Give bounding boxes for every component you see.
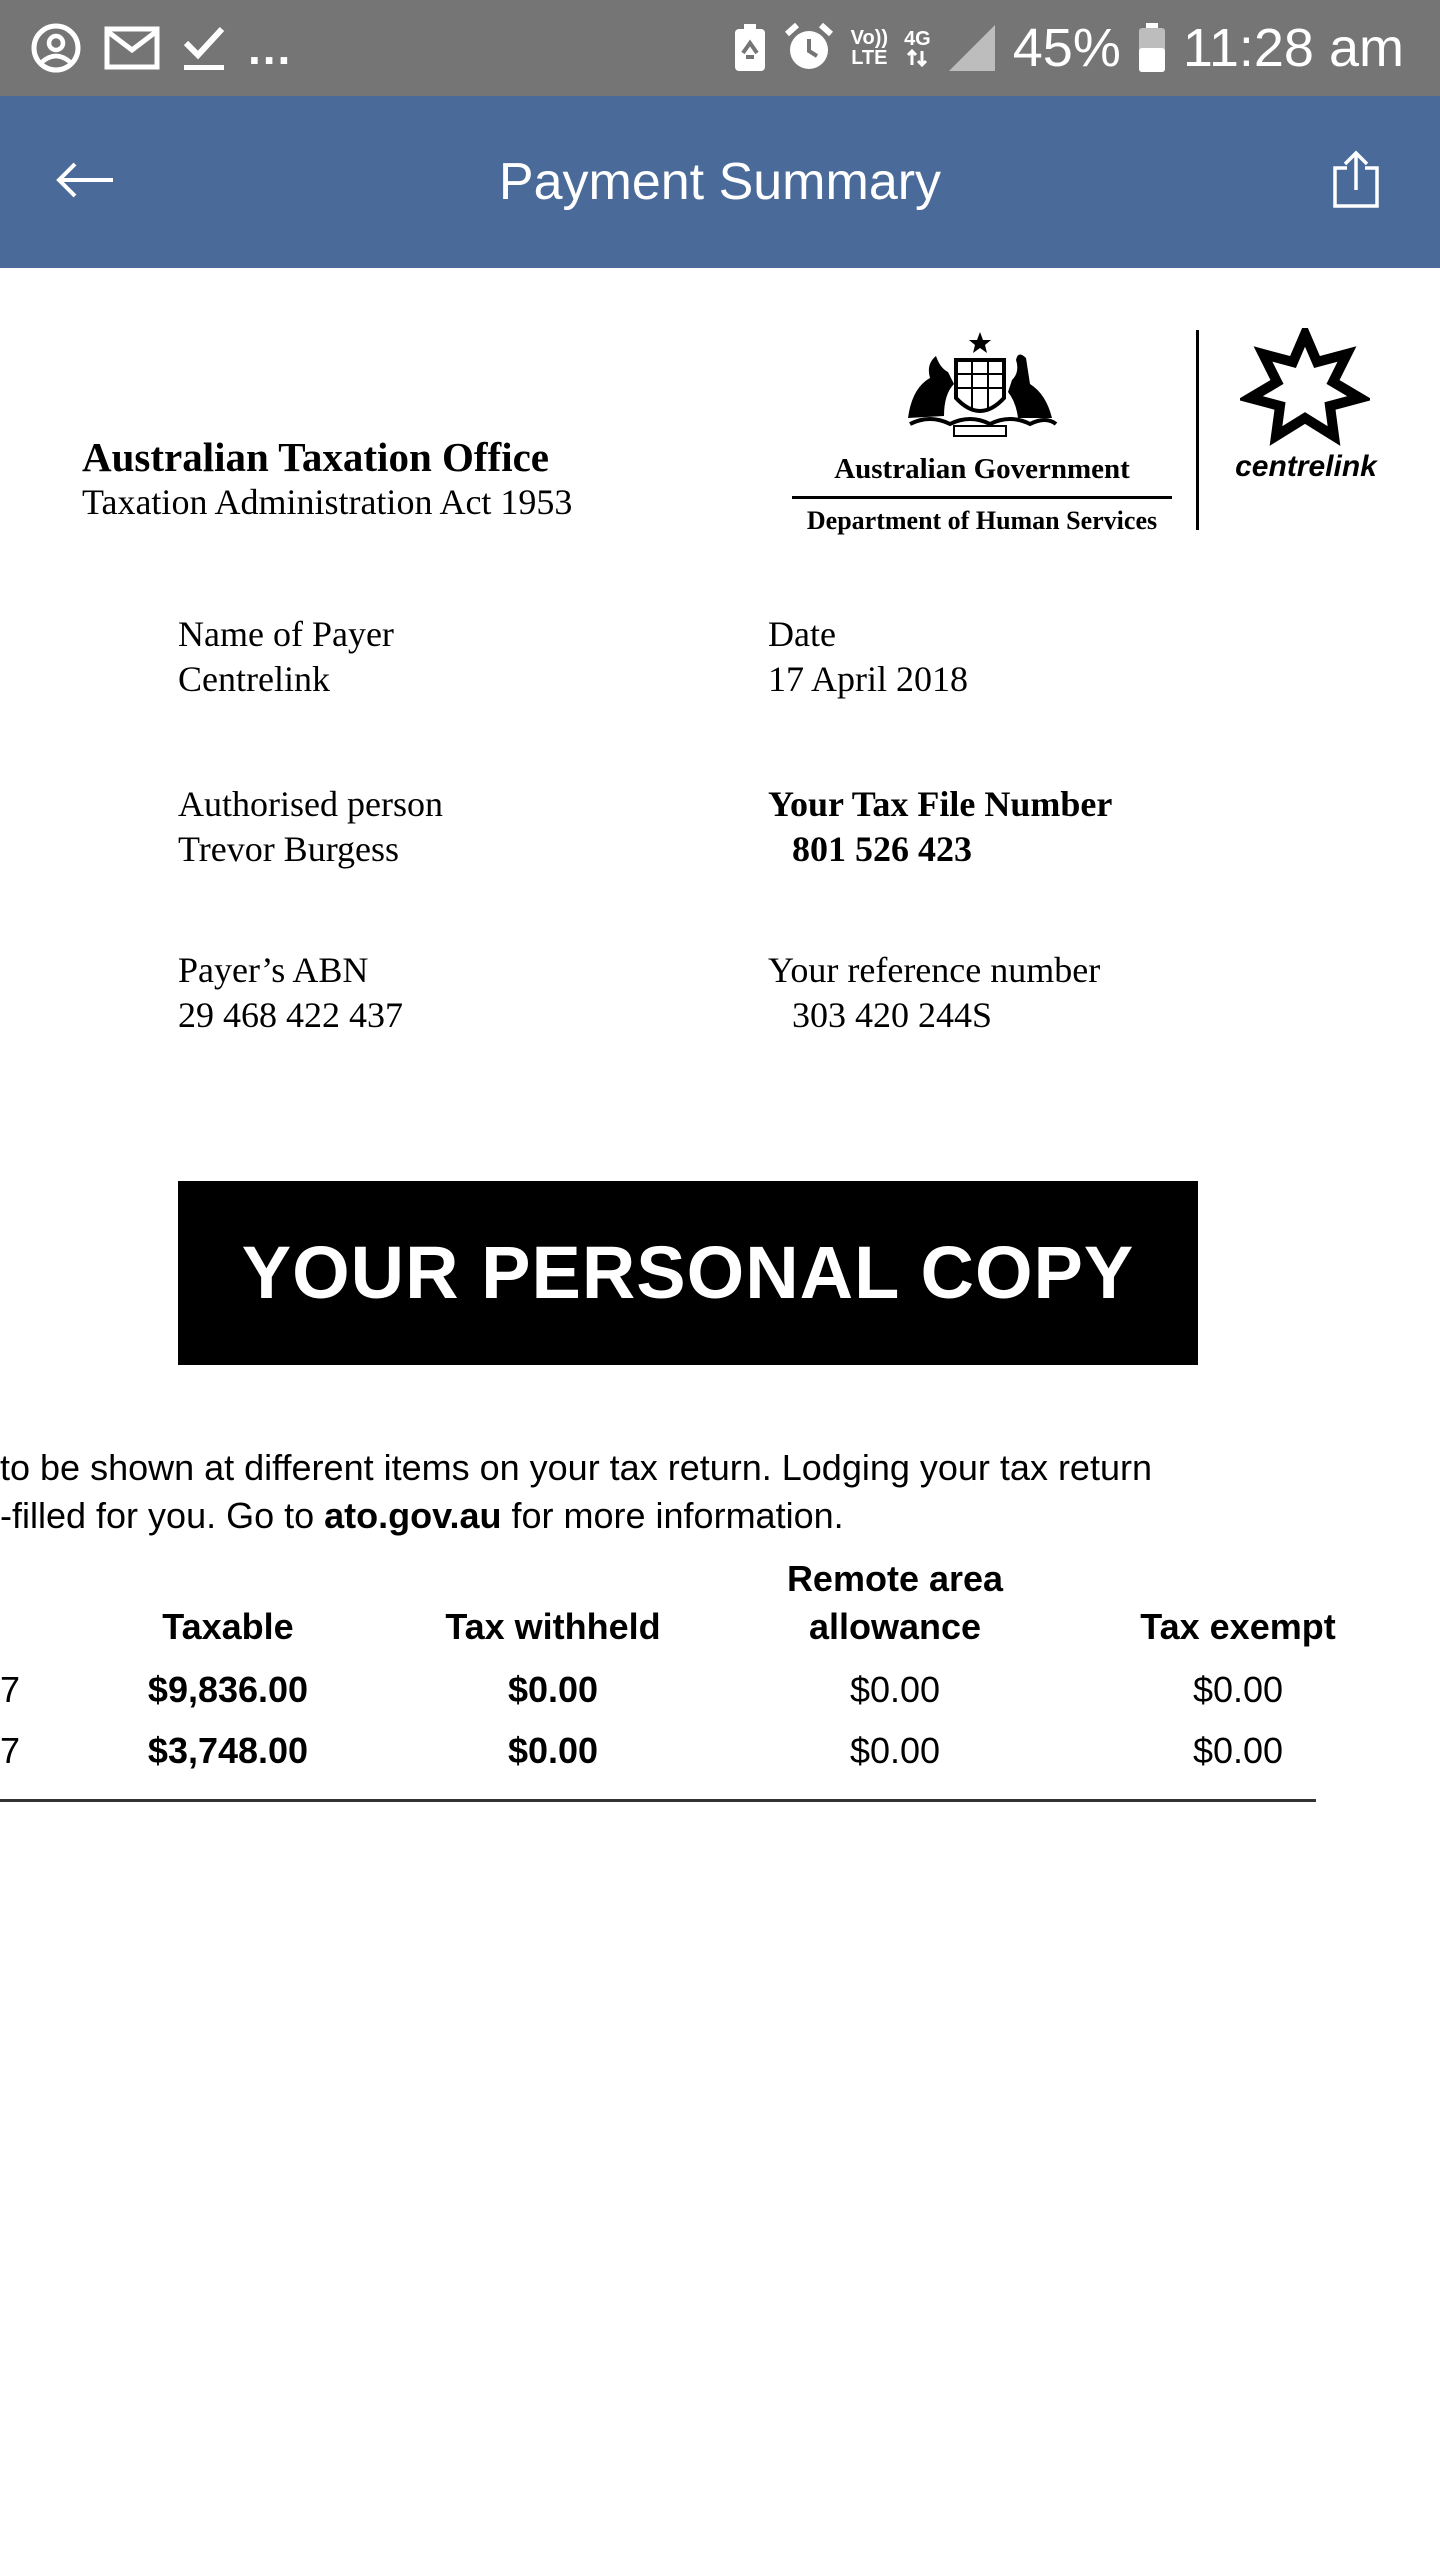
tax-file-number-field <box>768 782 1112 872</box>
remote-allowance-cell: $0.00 <box>849 1669 941 1710</box>
notice-line-2-start: -filled for you. Go to <box>0 1495 325 1536</box>
tax-exempt-cell: $0.00 <box>1192 1669 1284 1710</box>
table-bottom-rule <box>0 1799 1316 1802</box>
tax-file-number-value: 801 526 423 <box>792 829 972 869</box>
alarm-icon <box>783 22 835 74</box>
remote-allowance-cell: $0.00 <box>849 1730 941 1771</box>
date-label: Date <box>768 614 836 654</box>
authorised-person-value: Trevor Burgess <box>178 829 400 869</box>
column-header-remote-line-2: allowance <box>808 1606 982 1647</box>
centrelink-star-icon <box>1240 328 1370 448</box>
government-name: Australian Government <box>834 453 1130 485</box>
tax-withheld-cell: $0.00 <box>507 1669 599 1710</box>
coat-of-arms-icon <box>890 328 1070 448</box>
issuer-subtitle: Taxation Administration Act 1953 <box>82 482 573 522</box>
tax-exempt-cell: $0.00 <box>1192 1730 1284 1771</box>
notice-line-2-end: for more information. <box>501 1495 844 1536</box>
app-bar <box>0 96 1440 268</box>
payer-abn-value: 29 468 422 437 <box>178 995 403 1035</box>
date-field <box>768 612 968 702</box>
government-department: Department of Human Services <box>806 506 1158 535</box>
share-button[interactable] <box>1316 142 1396 222</box>
column-header-remote-line-1: Remote area <box>786 1558 1004 1599</box>
payer-name-field <box>178 612 394 702</box>
row-lead-cell: 7 <box>0 1730 21 1771</box>
reference-number-field <box>768 948 1100 1038</box>
personal-copy-banner: YOUR PERSONAL COPY <box>178 1181 1198 1365</box>
notice-text <box>0 1444 1152 1540</box>
column-header-tax-withheld: Tax withheld <box>445 1606 661 1647</box>
notice-line-1: to be shown at different items on your tax return. Lodging your tax return <box>0 1447 1152 1488</box>
clock: 11:28 am <box>1182 18 1404 78</box>
column-header-taxable: Taxable <box>162 1606 294 1647</box>
payer-abn-field <box>178 948 403 1038</box>
tax-file-number-label: Your Tax File Number <box>768 784 1113 824</box>
checkmark-icon <box>182 23 226 73</box>
government-divider-line <box>792 496 1172 499</box>
volte-bottom-label: LTE <box>851 47 888 69</box>
account-circle-icon <box>30 22 82 74</box>
status-bar <box>0 0 1440 96</box>
authorised-person-field <box>178 782 443 872</box>
network-label: 4G <box>904 28 931 50</box>
logo-separator <box>1196 330 1199 530</box>
row-lead-cell: 7 <box>0 1669 21 1710</box>
column-header-remote-area-allowance <box>745 1555 1045 1651</box>
volte-icon <box>851 28 888 68</box>
payment-summary-document <box>0 268 1440 2560</box>
taxable-cell: $9,836.00 <box>147 1669 309 1710</box>
date-value: 17 April 2018 <box>768 659 969 699</box>
battery-saver-icon <box>733 23 767 73</box>
payer-name-value: Centrelink <box>178 659 330 699</box>
page-title: Payment Summary <box>498 153 942 211</box>
authorised-person-label: Authorised person <box>178 784 443 824</box>
taxable-cell: $3,748.00 <box>147 1730 309 1771</box>
column-header-tax-exempt: Tax exempt <box>1140 1606 1336 1647</box>
issuer-title: Australian Taxation Office <box>82 434 549 480</box>
notice-line-2 <box>0 1492 1152 1540</box>
share-icon <box>1331 150 1381 215</box>
status-bar-system <box>733 18 1404 78</box>
signal-icon <box>947 23 997 73</box>
network-4g-icon <box>904 29 931 67</box>
battery-percent: 45% <box>1012 18 1121 78</box>
mail-icon <box>104 26 160 70</box>
payer-abn-label: Payer’s ABN <box>178 950 369 990</box>
volte-top-label: Vo)) <box>850 27 889 49</box>
battery-icon <box>1137 22 1167 74</box>
status-bar-notifications <box>30 18 292 78</box>
more-notifications-indicator: ... <box>248 22 293 74</box>
payer-name-label: Name of Payer <box>178 614 394 654</box>
reference-number-value: 303 420 244S <box>792 995 993 1035</box>
reference-number-label: Your reference number <box>768 950 1101 990</box>
tax-withheld-cell: $0.00 <box>507 1730 599 1771</box>
brand-name: centrelink <box>1235 450 1377 483</box>
ato-website-link[interactable]: ato.gov.au <box>324 1495 502 1536</box>
